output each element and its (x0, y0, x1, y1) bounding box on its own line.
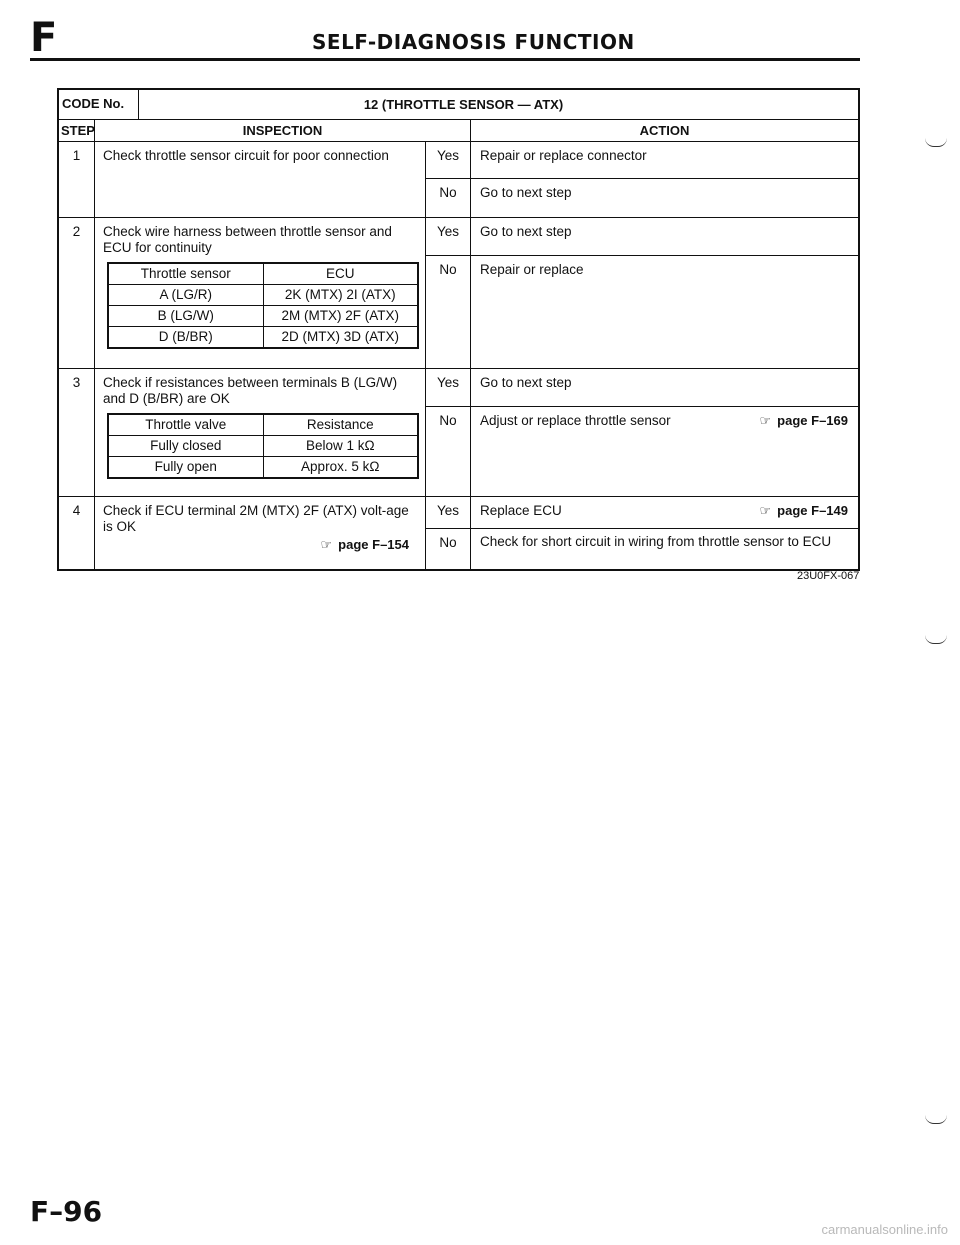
action-text: Check for short circuit in wiring from throttle sensor to ECU (480, 534, 832, 549)
answer-yes: Yes (426, 142, 471, 178)
action-cell (426, 142, 858, 217)
answer-no: No (426, 179, 471, 217)
inspection-cell (95, 497, 426, 569)
figure-code: 23U0FX-067 (797, 570, 860, 582)
action-text: Go to next step (480, 185, 572, 200)
diagnosis-table (57, 88, 860, 571)
sub-table-row (108, 457, 418, 479)
action-text: Repair or replace connector (480, 148, 647, 163)
reference-text: page F–169 (777, 413, 848, 428)
step-number: 3 (59, 369, 95, 496)
inspection-text: Check throttle sensor circuit for poor connection (103, 148, 389, 163)
pointing-hand-icon: ☞ (320, 537, 333, 552)
action-text (471, 407, 858, 496)
sub-table-cell: 2M (MTX) 2F (ATX) (263, 306, 418, 327)
page-reference (321, 537, 409, 553)
sub-table-row (108, 285, 418, 306)
sub-table-cell: Fully open (108, 457, 263, 479)
sub-table-cell: A (LG/R) (108, 285, 263, 306)
action-cell (426, 497, 858, 569)
sub-table-row (108, 327, 418, 349)
action-row (426, 256, 858, 368)
inspection-cell (95, 218, 426, 368)
page-reference (760, 503, 848, 518)
section-letter: F (30, 15, 58, 61)
code-label: CODE No. (59, 90, 139, 119)
reference-text: page F–149 (777, 503, 848, 518)
pointing-hand-icon: ☞ (759, 413, 772, 428)
sub-table-cell: Below 1 kΩ (263, 436, 418, 457)
sub-table-header: Resistance (263, 414, 418, 436)
pointing-hand-icon: ☞ (759, 503, 772, 518)
code-title: 12 (THROTTLE SENSOR — ATX) (363, 97, 564, 112)
continuity-table (107, 262, 419, 349)
watermark: carmanualsonline.info (821, 1222, 948, 1237)
step-header: STEP (59, 120, 95, 141)
sub-table-cell: Approx. 5 kΩ (263, 457, 418, 479)
binder-hole-mark (925, 635, 947, 644)
code-row (59, 90, 858, 120)
inspection-text: Check if ECU terminal 2M (MTX) 2F (ATX) volt-age is OK (103, 503, 409, 534)
action-row (426, 142, 858, 179)
header-divider (30, 58, 860, 61)
sub-table-cell: 2K (MTX) 2I (ATX) (263, 285, 418, 306)
action-row (426, 407, 858, 496)
sub-table-header-row (108, 414, 418, 436)
answer-no: No (426, 256, 471, 368)
step-number: 4 (59, 497, 95, 569)
step-row (59, 497, 858, 569)
binder-hole-mark (925, 1115, 947, 1124)
step-row (59, 218, 858, 369)
page-reference (760, 413, 848, 428)
sub-table-cell: B (LG/W) (108, 306, 263, 327)
answer-no: No (426, 529, 471, 569)
action-cell (426, 218, 858, 368)
page-title: SELF-DIAGNOSIS FUNCTION (312, 30, 635, 54)
action-cell (426, 369, 858, 496)
answer-no: No (426, 407, 471, 496)
action-row (426, 369, 858, 407)
resistance-table (107, 413, 419, 479)
answer-yes: Yes (426, 369, 471, 406)
step-number: 1 (59, 142, 95, 217)
answer-yes: Yes (426, 497, 471, 528)
inspection-text: Check wire harness between throttle sensor and ECU for continuity (103, 224, 392, 255)
inspection-text: Check if resistances between terminals B (LG/W) and D (B/BR) are OK (103, 375, 398, 406)
sub-table-cell: Fully closed (108, 436, 263, 457)
sub-table-header-row (108, 263, 418, 285)
action-header: ACTION (639, 123, 690, 138)
action-row (426, 497, 858, 529)
inspection-cell (95, 142, 426, 217)
sub-table-header: ECU (263, 263, 418, 285)
sub-table-row (108, 436, 418, 457)
action-row (426, 529, 858, 569)
sub-table-header: Throttle sensor (108, 263, 263, 285)
sub-table-cell: 2D (MTX) 3D (ATX) (263, 327, 418, 349)
step-number: 2 (59, 218, 95, 368)
action-text: Go to next step (480, 224, 572, 239)
inspection-cell (95, 369, 426, 496)
sub-table-cell: D (B/BR) (108, 327, 263, 349)
action-text (471, 497, 858, 528)
page-number: F–96 (30, 1195, 103, 1228)
action-text-label: Replace ECU (480, 503, 562, 518)
action-text: Repair or replace (480, 262, 584, 277)
sub-table-header: Throttle valve (108, 414, 263, 436)
answer-yes: Yes (426, 218, 471, 255)
action-text-label: Adjust or replace throttle sensor (480, 413, 671, 428)
column-header-row (59, 120, 858, 142)
action-row (426, 218, 858, 256)
action-text: Go to next step (480, 375, 572, 390)
step-row (59, 369, 858, 497)
step-row (59, 142, 858, 218)
sub-table-row (108, 306, 418, 327)
inspection-header: INSPECTION (95, 120, 471, 141)
binder-hole-mark (925, 138, 947, 147)
reference-text: page F–154 (338, 537, 409, 552)
action-row (426, 179, 858, 217)
